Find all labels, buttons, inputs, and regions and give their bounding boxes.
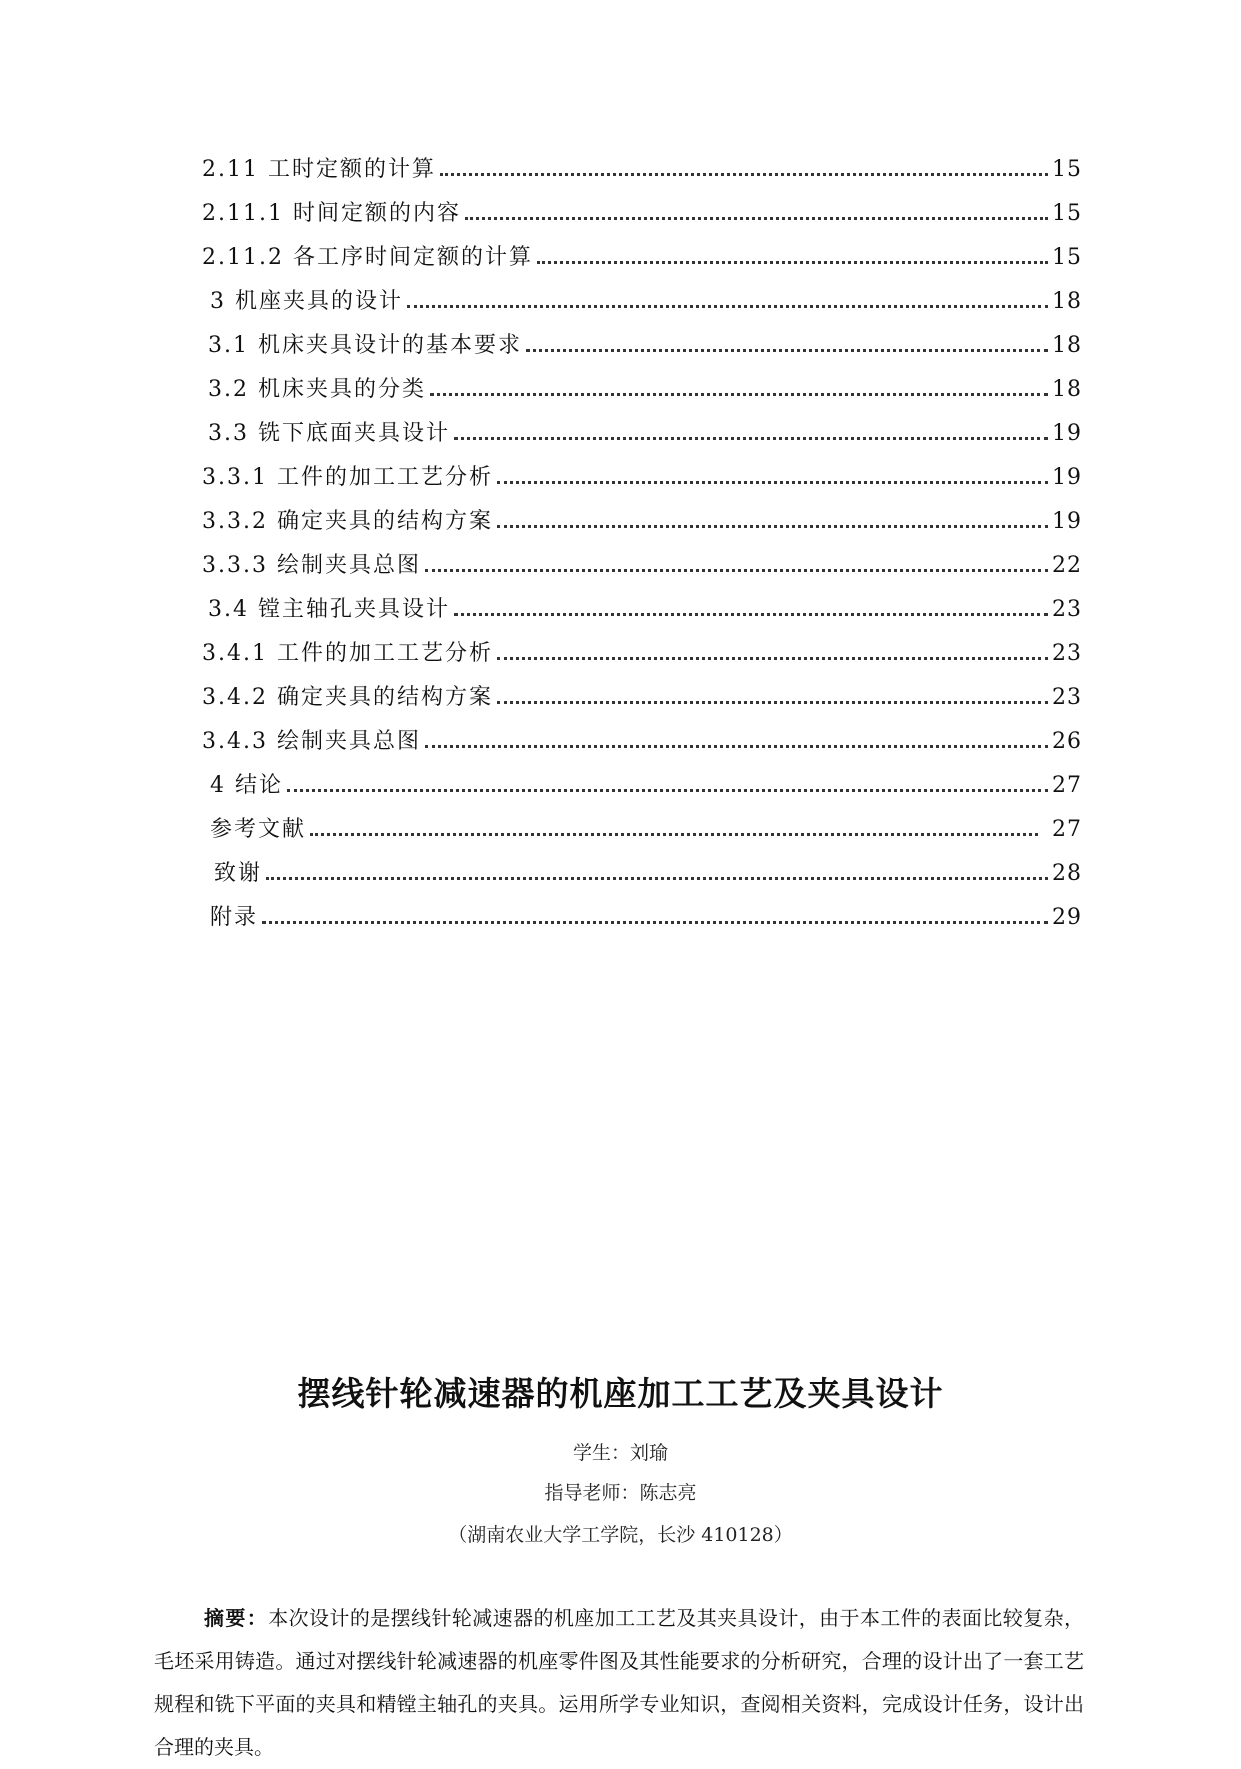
affiliation: （湖南农业大学工学院，长沙 410128） — [448, 1524, 793, 1546]
toc-dot-leader — [440, 173, 1048, 176]
toc-entry[interactable] — [214, 858, 1082, 890]
toc-dot-leader — [465, 217, 1048, 220]
toc-entry-title: 3.4.1 工件的加工工艺分析 — [202, 641, 493, 666]
toc-entry[interactable] — [202, 242, 1082, 274]
toc-entry-page: 18 — [1052, 333, 1082, 358]
toc-dot-leader — [425, 745, 1048, 748]
toc-entry-title: 2.11.1 时间定额的内容 — [202, 201, 461, 226]
toc-entry[interactable] — [202, 198, 1082, 230]
toc-dot-leader — [497, 525, 1048, 528]
toc-entry[interactable] — [210, 902, 1082, 934]
toc-dot-leader — [287, 789, 1048, 792]
toc-entry-page: 19 — [1052, 421, 1082, 446]
advisor-line — [0, 1479, 1241, 1507]
toc-entry-page: 23 — [1052, 641, 1082, 666]
toc-entry-title: 致谢 — [214, 861, 263, 886]
student-name: 刘瑜 — [630, 1442, 669, 1464]
student-label: 学生： — [572, 1442, 630, 1464]
toc-entry[interactable] — [202, 154, 1082, 186]
toc-entry[interactable] — [202, 506, 1082, 538]
toc-dot-leader — [310, 833, 1038, 836]
toc-entry[interactable] — [208, 330, 1082, 362]
toc-entry-page: 19 — [1052, 509, 1082, 534]
toc-entry-title: 3.1 机床夹具设计的基本要求 — [208, 333, 522, 358]
abstract-label: 摘要： — [204, 1606, 269, 1630]
toc-entry-page: 18 — [1052, 289, 1082, 314]
toc-dot-leader — [454, 613, 1048, 616]
toc-entry-title: 3.3.2 确定夹具的结构方案 — [202, 509, 493, 534]
toc-entry-page: 18 — [1052, 377, 1082, 402]
toc-dot-leader — [425, 569, 1048, 572]
toc-entry-title: 3 机座夹具的设计 — [210, 289, 403, 314]
toc-entry-title: 3.4.3 绘制夹具总图 — [202, 729, 421, 754]
toc-entry-page: 26 — [1052, 729, 1082, 754]
abstract-text: 本次设计的是摆线针轮减速器的机座加工工艺及其夹具设计，由于本工件的表面比较复杂，毛坯采用铸造。通过对摆线针轮减速器的机座零件图及其性能要求的分析研究，合理的设计出了一套工艺规程和铣下平面的夹具和精镗主轴孔的夹具。运用所学专业知识，查阅相关资料，完成设计任务，设计出合理的夹具。 — [154, 1606, 1085, 1759]
paper-title: 摆线针轮减速器的机座加工工艺及夹具设计 — [297, 1374, 944, 1413]
toc-entry[interactable] — [210, 770, 1082, 802]
toc-entry[interactable] — [208, 594, 1082, 626]
toc-entry-title: 参考文献 — [210, 817, 307, 842]
student-line — [0, 1439, 1241, 1467]
toc-dot-leader — [407, 305, 1048, 308]
advisor-name: 陈志亮 — [639, 1482, 697, 1504]
toc-entry-page: 15 — [1052, 157, 1082, 182]
toc-entry[interactable] — [202, 550, 1082, 582]
toc-entry-page: 28 — [1052, 861, 1082, 886]
toc-entry-page: 15 — [1052, 245, 1082, 270]
toc-entry-page: 19 — [1052, 465, 1082, 490]
toc-dot-leader — [497, 481, 1048, 484]
toc-entry-page: 27 — [1052, 773, 1082, 798]
toc-entry[interactable] — [202, 638, 1082, 670]
toc-dot-leader — [526, 349, 1048, 352]
toc-entry[interactable] — [210, 814, 1082, 846]
toc-entry-title: 附录 — [210, 905, 259, 930]
toc-dot-leader — [430, 393, 1048, 396]
toc-entry[interactable] — [202, 462, 1082, 494]
toc-entry-page: 22 — [1052, 553, 1082, 578]
toc-entry-title: 3.2 机床夹具的分类 — [208, 377, 426, 402]
toc-entry[interactable] — [202, 682, 1082, 714]
toc-entry[interactable] — [202, 726, 1082, 758]
toc-dot-leader — [262, 921, 1048, 924]
toc-dot-leader — [454, 437, 1048, 440]
toc-entry-page: 23 — [1052, 685, 1082, 710]
abstract — [154, 1597, 1084, 1769]
advisor-label: 指导老师： — [544, 1482, 640, 1504]
toc-entry-title: 3.3.1 工件的加工工艺分析 — [202, 465, 493, 490]
toc-entry-title: 3.4.2 确定夹具的结构方案 — [202, 685, 493, 710]
toc-entry[interactable] — [208, 374, 1082, 406]
toc-entry-title: 2.11.2 各工序时间定额的计算 — [202, 245, 533, 270]
toc-dot-leader — [497, 701, 1048, 704]
toc-dot-leader — [266, 877, 1048, 880]
toc-dot-leader — [497, 657, 1048, 660]
toc-entry-title: 3.3 铣下底面夹具设计 — [208, 421, 450, 446]
toc-entry-title: 2.11 工时定额的计算 — [202, 157, 436, 182]
toc-entry[interactable] — [210, 286, 1082, 318]
toc-entry-title: 4 结论 — [210, 773, 283, 798]
toc-entry-page: 27 — [1052, 817, 1082, 842]
toc-dot-leader — [537, 261, 1048, 264]
toc-entry-title: 3.4 镗主轴孔夹具设计 — [208, 597, 450, 622]
toc-entry[interactable] — [208, 418, 1082, 450]
toc-entry-title: 3.3.3 绘制夹具总图 — [202, 553, 421, 578]
toc-entry-page: 29 — [1052, 905, 1082, 930]
toc-entry-page: 15 — [1052, 201, 1082, 226]
toc-entry-page: 23 — [1052, 597, 1082, 622]
